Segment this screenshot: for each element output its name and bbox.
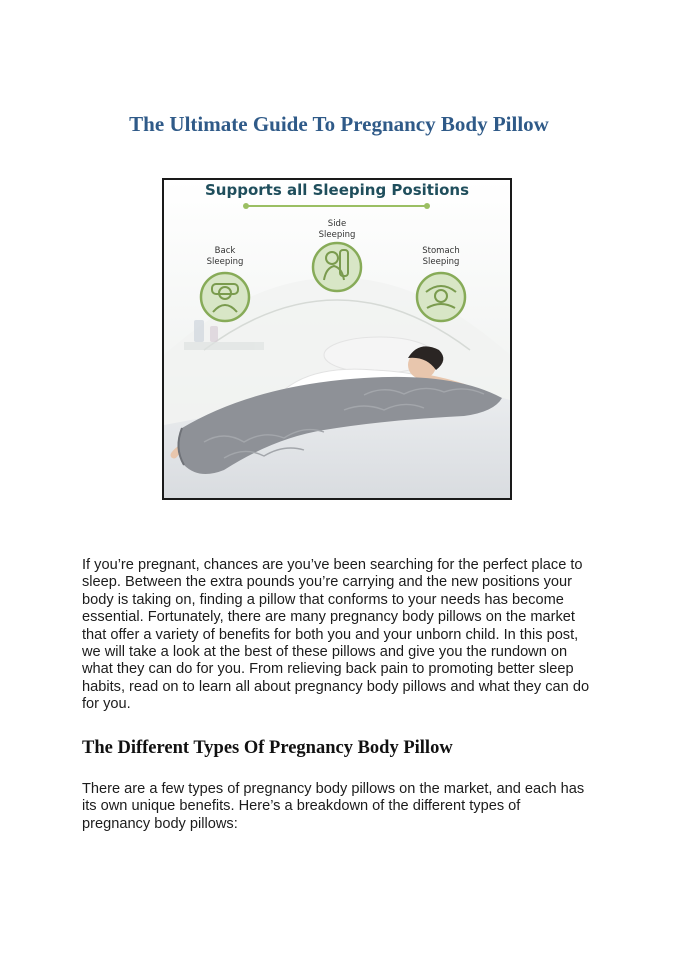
side-label-line2: Sleeping [318,230,356,240]
product-illustration [164,180,510,498]
section-heading: The Different Types Of Pregnancy Body Pillow [82,738,453,758]
back-label-line2: Sleeping [206,257,244,267]
stomach-label-line2: Sleeping [422,257,460,267]
product-image [162,178,512,500]
stomach-label-line1: Stomach [422,246,460,256]
back-label-line1: Back [214,246,236,256]
back-sleeping-icon [201,273,249,321]
side-sleeping-icon [313,243,361,291]
figure-headline: Supports all Sleeping Positions [204,181,470,199]
section-paragraph: There are a few types of pregnancy body pillows on the market, and each has its own unique benefits. Here’s a breakdown of the different types of pregnancy body pillows: [82,781,585,832]
stomach-sleeping-icon [417,273,465,321]
intro-paragraph: If you’re pregnant, chances are you’ve been searching for the perfect place to sleep. Between the extra pounds you’re carrying and the new positions your body is taking on, finding a pillow that conforms to your needs has become essential. Fortunately, there are many pregnancy body pillows on the market that offer a variety of benefits for both you and your unborn child. In this post, we will take a look at the best of these pillows and give you the rundown on what they can do for you. From relieving back pain to promoting better sleep habits, read on to learn all about pregnancy body pillows and what they can do for you. [82,557,590,713]
document-title: The Ultimate Guide To Pregnancy Body Pillow [129,112,549,136]
side-label-line1: Side [327,219,347,229]
